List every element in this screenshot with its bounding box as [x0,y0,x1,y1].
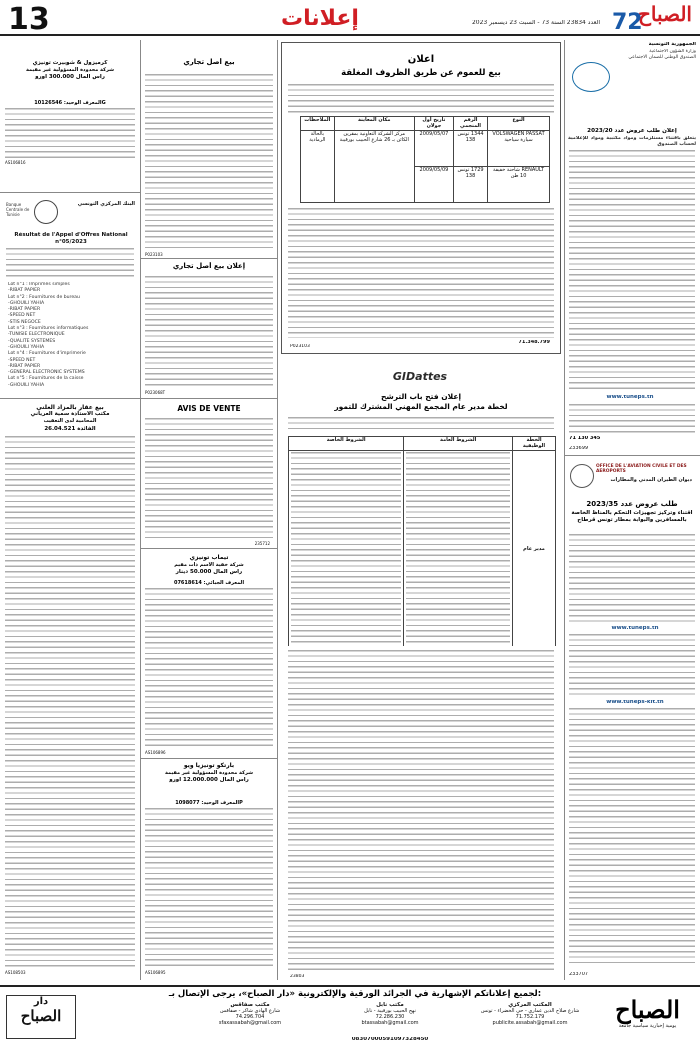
table-header-row [289,437,556,451]
org-line: الصندوق الوطني للضمان الاجتماعي [628,54,696,60]
footer-headline: لجميع إعلاناتكم الإشهارية في الجرائد الورقية والإلكترونية «دار الصباح»، يرجى الإتصال بـ: [168,989,542,999]
list-item: -SPEED NET [8,357,36,363]
ad-title: إعلان طلب عروض عدد 2023/20 [587,128,677,134]
result-title: Résultat de l'Appel d'Offres National n°05/2023 [14,232,128,245]
table-cell: 1729 تونس 138 [454,167,488,203]
ad-body-text [569,708,695,966]
footer-logo [600,995,695,1040]
list-item: Lot n°2 : Fournitures de bureau [8,294,80,300]
company-capital: رأس المال 12.000.000 أورو [169,777,249,783]
ad-title: إعلان فتح باب الترشح [380,392,462,401]
ad-divider [0,192,140,193]
table-cell: 1344 تونس 138 [454,131,488,167]
tuneps-kit-link[interactable]: www.tuneps-kit.tn [606,700,664,705]
ad-intro-text [288,84,554,114]
office-phone: 74.296.704 [235,1014,265,1020]
ad-ref: P023103 [290,344,310,349]
table-cell: مدير عام [513,451,556,646]
bct-name-ar: البنك المركزي التونسي [77,201,135,207]
dar-logo-bottom: الصباح [20,1007,62,1025]
table-cell [289,451,404,646]
list-item: -GHOUILI YAHIA [8,344,45,350]
table-header-cell: الخطة الوظيفية [513,437,556,451]
bct-logo-icon [34,200,58,224]
footer-logo-text: الصباح [615,995,680,1024]
cell-text [291,452,401,646]
org-line: وزارة الشؤون الاجتماعية [649,49,696,54]
table-header-cell: تاريخ أول جولان [414,117,453,131]
ad-ref: AS106895 [145,970,166,975]
ad-divider [141,758,277,759]
ad-body-text [145,808,273,968]
column-divider [277,40,278,980]
company-id: المعرف الجبائي: 07618614 [173,580,245,586]
list-item: -RIBAT PAPIER [8,307,41,313]
ad-ref: 235712 [254,541,270,546]
company-capital: رأس المال 50.000 دينار [175,569,243,575]
office-address: شارع صلاح الدين عماري - حي الخضراء - تونس [480,1008,580,1014]
ad-subtitle: اقتناء وتركيز تجهيزات التحكم بالمناظ الخاصة بالمسافرين والبوابة بمطار تونس قرطاج [571,510,693,523]
list-item: -GENERAL ELECTRONIC SYSTEMS [8,370,85,376]
cell-text [406,452,510,646]
ad-body-text [569,534,695,624]
list-item: -GHOUILI YAHIA [8,300,45,306]
bct-header [6,198,136,226]
company-id: المعرف الوحيد: 10126546G [34,100,106,106]
list-item: Lot n°5 : Fournitures de la caisse [8,376,84,382]
company-name: بارتكو تونيزيا ويو [183,762,235,769]
list-item: -STIS NEGOCE [8,319,41,325]
vehicle-table [300,116,550,203]
ad-subtitle: بيع للعموم عن طريق الظروف المغلقة [341,68,501,78]
logo-number: 72 [612,10,643,32]
oaci-name-ar: ديوان الطيران المدني والمطارات [610,477,692,483]
ad-title: بيع عقار بالمزاد العلني [36,404,104,411]
ad-body-text [5,436,135,968]
ad-title: طلب عروض عدد 2023/35 [586,500,678,508]
section-title: إعلانات [281,6,359,31]
cnss-logo-icon [572,62,610,92]
ad-body-text [145,588,273,748]
masthead-logo [610,2,696,32]
office-email[interactable]: btassabah@gmail.com [361,1020,419,1026]
ad-divider [141,258,277,259]
ad-body-text [569,404,695,434]
ad-body-text [569,634,695,698]
tuneps-link[interactable]: www.tuneps.tn [611,626,659,631]
ad-body-text [5,108,135,158]
table-header-cell: الشروط العامة [404,437,513,451]
ad-body-text [569,150,695,392]
office-phone: 71.752.179 [515,1014,545,1020]
list-item: -GHOUILI YAHIA [8,382,45,388]
list-item: -TUNISIE ELECTRONIQUE [8,332,65,338]
ad-body-text [145,276,273,388]
vehicle-table-grid [300,116,550,203]
ad-body-text [6,248,134,278]
company-type: شركة محدودة المسؤولية غير مقيمة [25,67,115,73]
tuneps-link[interactable]: www.tuneps.tn [606,395,654,400]
table-header-cell: مكان المعاينة [334,117,414,131]
table-cell: VOLSWAGEN PASSAT سيارة سياحية [488,131,550,167]
office-phone: 72.286.230 [375,1014,405,1020]
table-row [289,451,556,646]
ad-code: 233707 [569,972,589,977]
office-central [480,1002,580,1038]
bank-rib: 08307000591097328450 [351,1037,429,1042]
ad-body-text [145,418,273,540]
company-id: المعرف الوحيد: 1098077P [175,800,243,806]
table-header-cell: الملاحظات [301,117,335,131]
office-address: شارع الهادي شاكر - صفاقس [219,1008,281,1014]
ad-title: إعلان بيع أصل تجاري [172,262,246,270]
ad-phone: 71.348.799 [518,340,550,345]
ministry-line [568,49,696,60]
table-cell: 2009/05/07 [414,131,453,167]
list-item: -QUALITE SYSTEMES [8,338,56,344]
ad-ref: P023068T [145,390,166,395]
company-name: تيماب تونيزي [189,554,229,561]
office-name: مكتب صفاقس [230,1002,270,1008]
dar-assabah-logo [6,995,76,1039]
table-header-row [301,117,550,131]
company-type: شركة محدودة المسؤولية غير مقيمة [164,770,254,776]
table-row [301,131,550,167]
list-item: -RIBAT PAPIER [8,363,41,369]
table-cell [404,451,513,646]
office-sfax [200,1002,300,1038]
logo-text: الصباح [637,2,692,26]
ad-phone: 71 130 345 [569,436,601,441]
list-item: Lot n°4 : Fournitures d'imprimerie [8,351,86,357]
oaci-name-fr: OFFICE DE L'AVIATION CIVILE ET DES AEROPORTS [596,464,687,474]
office-name: المكتب المركزي [508,1002,552,1008]
table-header-cell: الرقم المنجمي [454,117,488,131]
ad-ref: 23803 [290,974,305,979]
ad-divider [141,398,277,399]
office-email[interactable]: sfaxassabah@gmail.com [218,1020,282,1026]
office-date: الفائدة 26.04.521 [44,426,96,432]
office-name: مكتب الأستاذة سمية العرياني [30,411,110,417]
ad-subtitle: يتعلق باقتناء مستلزمات ومواد مكتبية ومواد للإعلامية لحساب الصندوق [568,136,696,147]
ad-code: 233699 [569,446,589,451]
footer-logo-tagline: يومية إخبارية سياسية جامعة [618,1023,677,1029]
table-cell: RENAULT شاحنة خفيفة 10 طن [488,167,550,203]
column-divider [564,40,565,980]
list-item: Lot n°1 : Imprimés simples [8,282,70,287]
company-capital: رأس المال 300.000 أورو [35,74,105,80]
office-name: مكتب نابل [376,1002,404,1008]
company-type: شركة خفية الاسم ذات مقيم [174,562,244,568]
column-divider [140,40,141,980]
ad-subtitle: لخطة مدير عام المجمع المهني المشترك للتمور [334,402,508,411]
ad-title: AVIS DE VENTE [177,404,241,413]
lots-list [8,282,136,389]
dar-logo-top: دار [33,996,49,1007]
list-item: -RIBAT PAPIER [8,288,41,294]
table-header-cell: الشروط الخاصة [289,437,404,451]
table-header-cell: النوع [488,117,550,131]
gidattes-logo-text: GIDattes [392,370,448,383]
bct-name-fr: Banque Centrale de Tunisie [6,202,30,217]
ad-title: اعلان [407,54,435,65]
oaci-header [568,462,694,496]
office-nabeul [340,1002,440,1038]
ad-title: بيع أصل تجاري [183,58,235,66]
oaci-logo-icon [570,464,594,488]
gidattes-logo [380,360,460,386]
conditions-grid [288,436,556,646]
ad-ref: AS106896 [145,750,166,755]
table-cell: بالحالة الرمادية [301,131,335,203]
ad-divider [0,398,140,399]
ad-divider [141,548,277,549]
ad-body-text [288,208,554,338]
page-number: 13 [8,2,50,37]
ad-ref: P023103 [145,252,163,257]
ad-body-text [145,74,273,250]
office-sub: المحامية لدى التعقيب [43,418,97,424]
ad-ref: AS106816 [5,160,26,165]
conditions-table [288,436,556,646]
issue-dateline: العدد 23834 السنة 73 - السبت 23 ديسمبر 2023 [471,20,600,26]
table-cell: 2009/05/09 [414,167,453,203]
office-email[interactable]: publicite.assabah@gmail.com [492,1020,568,1026]
table-cell: مركز الشركة التعاونية بمقرين الكائن بـ 26 شارع الحبيب بورقيبة [334,131,414,203]
office-address: نهج الحبيب بورقيبة - نابل [364,1008,416,1014]
ad-body-text [288,650,554,970]
org-line: الجمهورية التونسية [648,42,696,47]
company-name: كرميزول & شوبيرت تونيزي [32,60,108,66]
list-item: Lot n°3 : Fournitures informatiques [8,326,89,332]
ad-divider [565,455,700,456]
list-item: -SPEED NET [8,313,36,319]
ad-intro-text [288,417,554,433]
ad-ref: AS108503 [5,970,26,975]
